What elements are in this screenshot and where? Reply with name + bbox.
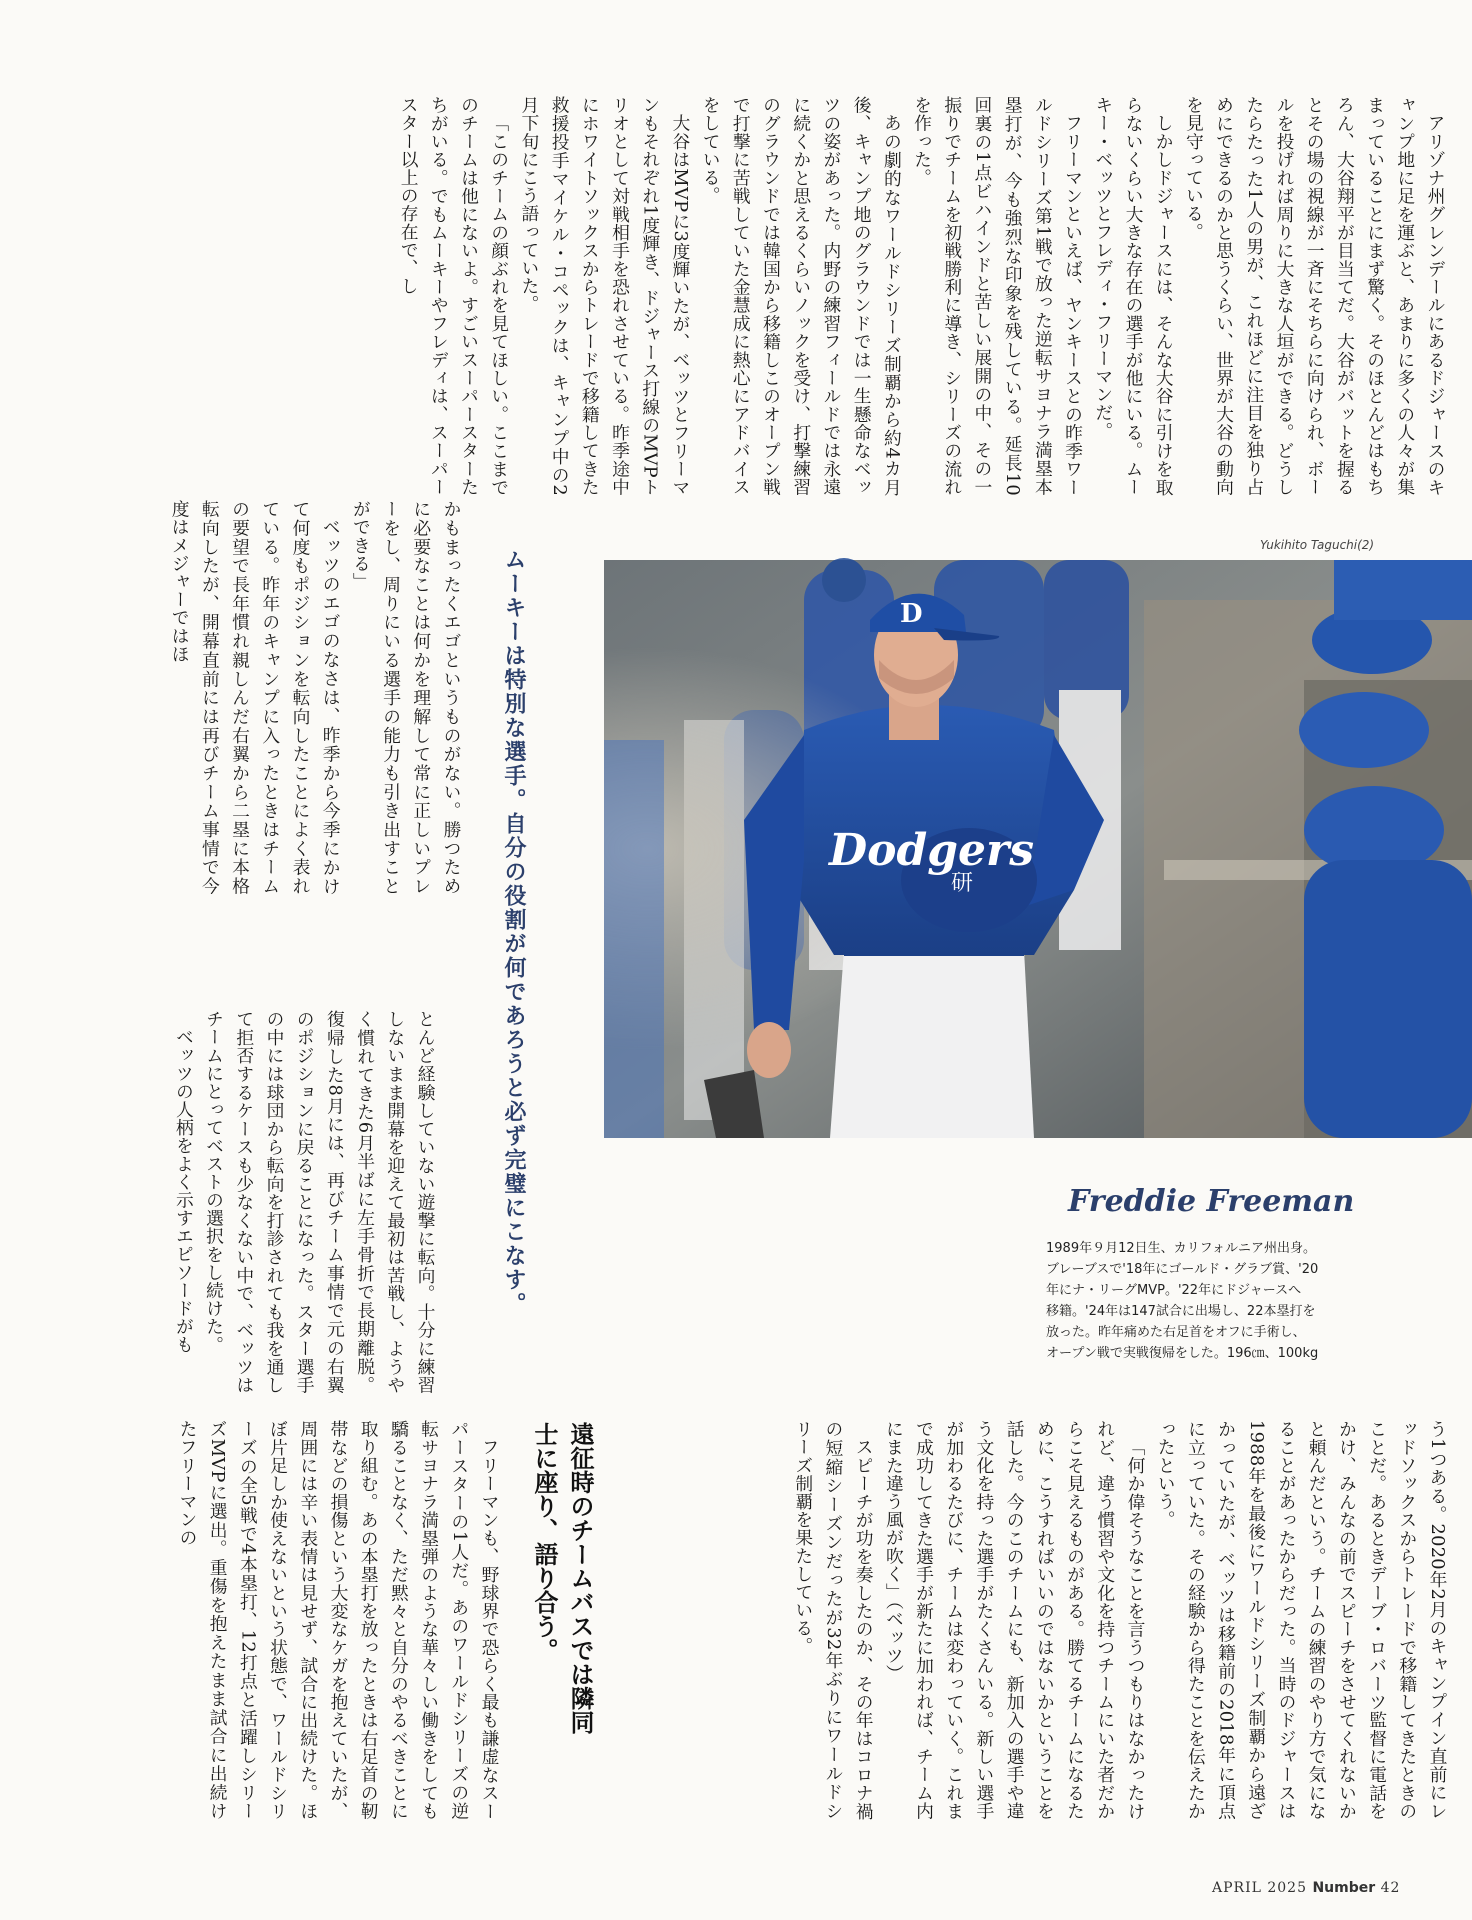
profile-caption (1046, 1238, 1406, 1364)
article-column-bottom-left (104, 1420, 504, 1820)
issue-date: APRIL 2025 (1212, 1880, 1307, 1896)
caption-line: オープン戦で実戦復帰をした。196㎝、100kg (1046, 1346, 1319, 1361)
jersey-wordmark: Dodgers (829, 825, 1034, 876)
paragraph: しかしドジャースには、そんな大谷に引けを取らないくらい大きな存在の選手が他にいる。ムーキー・ベッツとフレディ・フリーマンだ。 (1092, 96, 1175, 496)
paragraph: ベッツの人柄をよく示すエピソードがも (173, 1027, 195, 1354)
article-column-bottom-right (606, 1420, 1452, 1820)
article-column-top-right (398, 96, 1450, 496)
paragraph: スピーチが功を奏したのか、その年はコロナ禍の短縮シーズンだったが32年ぶりにワールドシリーズ制覇を果たしている。 (792, 1420, 875, 1820)
magazine-name: Number (1312, 1880, 1376, 1896)
paragraph: とんど経験していない遊撃に転向。十分に練習しないまま開幕を迎えて最初は苦戦し、ようやく慣れてきた6月半ばに左手骨折で長期離脱。復帰した8月には、再びチーム事情で元の右翼のポジションに戻ることになった。スター選手の中には球団から転向を打診されても我を通して拒否するケースも少なくない中で、ベッツはチームにとってベストの選択をし続けた。 (203, 1010, 436, 1394)
article-column-mid-left (104, 500, 466, 895)
paragraph: アリゾナ州グレンデールにあるドジャースのキャンプ地に足を運ぶと、あまりに多くの人々が集まっていることにまず驚く。そのほとんどはもちろん、大谷翔平が目当てだ。大谷がバットを握るとその場の視線が一斉にそちらに向けられ、ボールを投げれば周りに大きな人垣ができる。どうしたらたった1人の男が、これほどに注目を独り占めにできるのかと思うくらい、世界が大谷の動向を見守っている。 (1183, 96, 1446, 496)
article-column-lower-left (104, 1010, 440, 1394)
caption-line: 1989年９月12日生、カリフォルニア州出身。 (1046, 1241, 1316, 1256)
paragraph: フリーマンといえば、ヤンキースとの昨季ワールドシリーズ第1戦で放った逆転サヨナラ満塁本塁打が、今も強烈な印象を残している。延長10回裏の1点ビハインドと苦しい展開の中、その一振りでチームを初戦勝利に導き、シリーズの流れを作った。 (911, 96, 1084, 496)
paragraph: あの劇的なワールドシリーズ制覇から約4カ月後、キャンプ地のグラウンドでは一生懸命なベッツの姿があった。内野の練習フィールドでは永遠に続くかと思えるくらいノックを受け、打撃練習のグラウンドでは韓国から移籍しこのオープン戦で打撃に苦戦していた金慧成に熱心にアドバイスをしている。 (700, 96, 903, 496)
paragraph: ベッツのエゴのなさは、昨季から今季にかけて何度もポジションを転向したことによく表れている。昨年のキャンプに入ったときはチームの要望で長年慣れ親しんだ右翼から二塁に本格転向したが、開幕直前には再びチーム事情で今度はメジャーではほ (169, 500, 342, 895)
paragraph: フリーマンも、野球界で恐らく最も謙虚なスーパースターの1人だ。あのワールドシリーズの逆転サヨナラ満塁弾のような華々しい働きをしても驕ることなく、ただ黙々と自分のやるべきことに取り組む。あの本塁打を放ったときは右足首の靭帯などの損傷という大変なケガを抱えていたが、周囲には辛い表情は見せず、試合に出続けた。ほぼ片足しか使えないという状態で、ワールドシリーズの全5戦で4本塁打、12打点と活躍しシリーズMVPに選出。重傷を抱えたまま試合に出続けたフリーマンの (176, 1420, 500, 1820)
caption-line: 放った。昨年痛めた右足首をオフに手術し、 (1046, 1325, 1306, 1340)
photo-illustration (604, 560, 1472, 1138)
helmet-mark: 研 (951, 871, 974, 896)
page-footer (1212, 1880, 1400, 1896)
paragraph: う1つある。2020年2月のキャンプイン直前にレッドソックスからトレードで移籍してきたときのことだ。あるときデーブ・ロバーツ監督に電話をかけ、みんなの前でスピーチをさせてくれないかと頼んだという。チームの練習のやり方で気になることがあったからだった。当時のドジャースは1988年を最後にワールドシリーズ制覇から遠ざかっていたが、ベッツは移籍前の2018年に頂点に立っていた。その経験から得たことを伝えたかったという。 (1155, 1420, 1448, 1820)
caption-line: ブレーブスで'18年にゴールド・グラブ賞、'20 (1046, 1262, 1319, 1277)
caption-line: 移籍。'24年は147試合に出場し、22本塁打を (1046, 1304, 1316, 1319)
pull-quote: ムーキーは特別な選手。自分の役割が何であろうと必ず完璧にこなす。 (501, 548, 526, 1316)
paragraph: 「このチームの顔ぶれを見てほしい。ここまでのチームは他にないよ。すごいスーパースターたちがいる。でもムーキーやフレディは、スーパースター以上の存在で、し (398, 96, 510, 496)
paragraph: 大谷はMVPに3度輝いたが、ベッツとフリーマンもそれぞれ1度輝き、ドジャース打線のMVPトリオとして対戦相手を恐れさせている。昨季途中にホワイトソックスからトレードで移籍してきた救援投手マイケル・コペックは、キャンプ中の2月下旬にこう語っていた。 (518, 96, 691, 496)
cap-logo: D (900, 599, 923, 629)
page-number: 42 (1380, 1880, 1401, 1896)
paragraph: 「何か偉そうなことを言うつもりはなかったけれど、違う慣習や文化を持つチームにいた者だからこそ見えるものがある。勝てるチームになるために、こうすればいいのではないかということを話した。今のこのチームにも、新加入の選手や違う文化を持った選手がたくさんいる。新しい選手が加わるたびに、チームは変わっていく。これまで成功してきた選手が新たに加われば、チーム内にまた違う風が吹く」（ベッツ） (883, 1420, 1146, 1820)
player-photo (604, 560, 1472, 1138)
profile-name: Freddie Freeman (1068, 1184, 1355, 1219)
photo-credit: Yukihito Taguchi(2) (1260, 538, 1375, 552)
caption-line: 年にナ・リーグMVP。'22年にドジャースへ (1046, 1283, 1302, 1298)
section-subhead: 遠征時のチームバスでは隣同士に座り、語り合う。 (530, 1422, 594, 1734)
paragraph: かもまったくエゴというものがない。勝つために必要なことは何かを理解して常に正しいプレーをし、周りにいる選手の能力も引き出すことができる」 (350, 500, 462, 895)
